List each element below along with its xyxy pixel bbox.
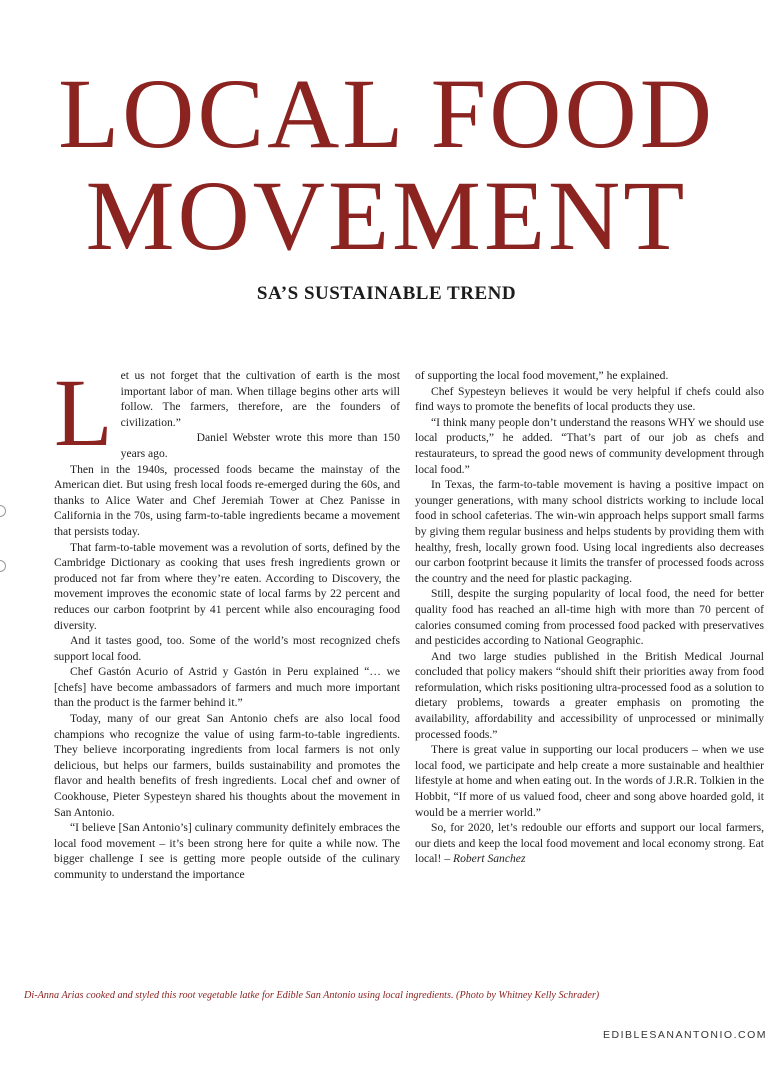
article-paragraph: Chef Sypesteyn believes it would be very helpful if chefs could also find ways to promote the benefits of local products they use. xyxy=(415,384,764,414)
photo-caption: Di-Anna Arias cooked and styled this root vegetable latke for Edible San Antonio using local ingredients. (Photo by Whitney Kelly Schrader) xyxy=(24,990,600,1001)
article-paragraph: of supporting the local food movement,” he explained. xyxy=(415,369,669,382)
article-paragraph: “I think many people don’t understand the reasons WHY we should use local products,” he added. “That’s part of our job as chefs and restaurateurs, to spread the good news of community development through local food.” xyxy=(415,415,764,476)
article-right-column xyxy=(415,368,764,867)
paragraph-text: et us not forget that the cultivation of earth is the most important labor of man. When tillage begins other arts will follow. The farmers, therefore, are the founders of civilization.” xyxy=(120,369,400,429)
paragraph-text: So, for 2020, let’s redouble our efforts and support our local farmers, our diets and keep the local food movement and local economy strong. Eat local! xyxy=(415,821,764,866)
article-paragraph: Still, despite the surging popularity of local food, the need for better quality food has reached an all-time high with more than 70 percent of calories consumed coming from processed food packed with preservatives and pesticides according to National Geographic. xyxy=(415,587,764,648)
author-byline: – Robert Sanchez xyxy=(444,852,526,866)
drop-cap: L xyxy=(54,359,113,466)
article-paragraph: In Texas, the farm-to-table movement is having a positive impact on younger generations, with many school districts working to include local food in school cafeterias. The win-win approach helps support small farms by giving them regular business and helps students by providing them with healthy, fresh, locally grown food. Using local ingredients also decreases our carbon footprint because it limits the transfer of processed foods across the country and the need for plastic packaging. xyxy=(415,478,764,585)
article-paragraph: That farm-to-table movement was a revolution of sorts, defined by the Cambridge Dictionary as cooking that uses fresh ingredients grown or produced not far from where they’re eaten. According to Discovery, the movement improves the economic state of local farms by 22 percent and reduces our carbon footprint by 41 percent while also encouraging food diversity. xyxy=(54,540,400,632)
article-paragraph: And it tastes good, too. Some of the world’s most recognized chefs support local food. xyxy=(54,634,400,663)
article-subtitle: SA’S SUSTAINABLE TREND xyxy=(256,283,517,304)
article-title-line-1: LOCAL FOOD xyxy=(58,58,715,169)
article-paragraph: Today, many of our great San Antonio chefs are also local food champions who recognize the value of using farm-to-table ingredients. They believe incorporating ingredients from local farmers is not only delicious, but helps our farmers, builds sustainability and promotes the flavor and health benefits of fresh ingredients. Local chef and owner of Cookhouse, Pieter Sypesteyn shared his thoughts about the movement in San Antonio. xyxy=(54,712,400,819)
article-paragraph: There is great value in supporting our local producers – when we use local food, we participate and help create a more sustainable and healthier lifestyle at home and when eating out. In the words of J.R.R. Tolkien in the Hobbit, “If more of us valued food, cheer and song above hoarded gold, it would be a merrier world.” xyxy=(415,743,764,819)
website-url: EDIBLESANANTONIO.COM xyxy=(603,1029,767,1041)
binding-ring-mark xyxy=(0,505,6,517)
article-paragraph: Then in the 1940s, processed foods became the mainstay of the American diet. But using fresh local foods re-emerged during the 60s, and thanks to Alice Water and Chef Jeremiah Tower at Chez Panisse in California in the 70s, using farm-to-table ingredients became a movement that persists today. xyxy=(54,462,400,538)
article-paragraph: “I believe [San Antonio’s] culinary community definitely embraces the local food movement – it’s been strong here for quite a while now. The bigger challenge I see is getting more people outside of the culinary community to understand the importance xyxy=(54,821,400,881)
article-left-column xyxy=(54,359,400,883)
article-paragraph: And two large studies published in the British Medical Journal concluded that policy makers “should shift their priorities away from food reformulation, which risks positioning ultra-processed food as a solution to dietary problems, towards a greater emphasis on promoting the availability, affordability and accessibility of unprocessed or minimally processed foods.” xyxy=(415,649,764,741)
article-paragraph: Chef Gastón Acurio of Astrid y Gastón in Peru explained “… we [chefs] have become ambassadors of farmers and much more important than the product is the farmer behind it.” xyxy=(54,665,400,710)
article-title-line-2: MOVEMENT xyxy=(85,160,688,271)
article-paragraph xyxy=(415,820,764,867)
binding-ring-mark xyxy=(0,560,6,572)
article-paragraph: Daniel Webster wrote this more than 150 years ago. xyxy=(120,431,400,460)
